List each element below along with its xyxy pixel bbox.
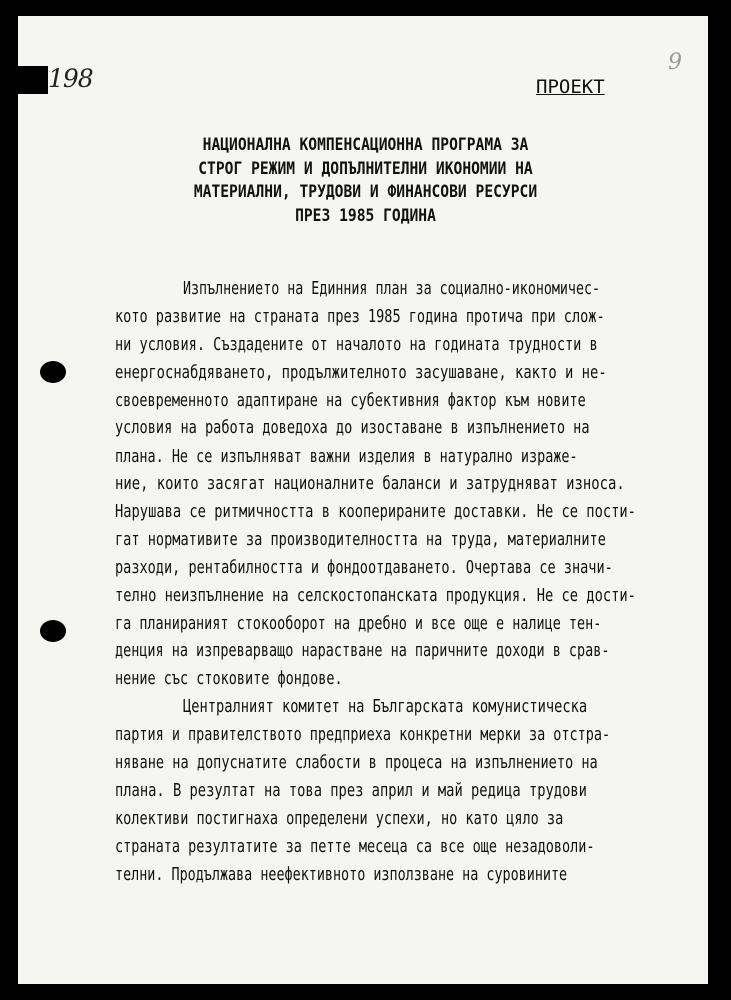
handwritten-corner-mark: 9 xyxy=(668,50,682,75)
document-title xyxy=(51,134,680,228)
title-line: НАЦИОНАЛНА КОМПЕНСАЦИОННА ПРОГРАМА ЗА xyxy=(202,135,529,155)
body-line: условия на работа доведоха до изоставане в изпълнението на xyxy=(115,417,590,438)
body-line: Изпълнението на Единния план за социално-икономичес- xyxy=(183,278,601,299)
title-line: МАТЕРИАЛНИ, ТРУДОВИ И ФИНАНСОВИ РЕСУРСИ xyxy=(193,182,538,202)
draft-label: ПРОЕКТ xyxy=(536,76,605,98)
body-line: Централният комитет на Българската комунистическа xyxy=(183,696,588,717)
body-line: своевременното адаптиране на субективния фактор към новите xyxy=(115,390,586,411)
body-line: плана. Не се изпълняват важни изделия в натурално израже- xyxy=(115,446,578,467)
body-line: енергоснабдяването, продължителното засушаване, както и не- xyxy=(115,362,607,383)
body-line: телни. Продължава неефективното използване на суровините xyxy=(115,864,568,885)
body-line: страната резултатите за петте месеца са все още незадоволи- xyxy=(115,836,595,857)
body-line: партия и правителството предприеха конкретни мерки за отстра- xyxy=(115,724,611,745)
title-line: ПРЕЗ 1985 ГОДИНА xyxy=(295,205,436,226)
scan-edge-mark xyxy=(14,66,48,94)
body-line: колективи постигнаха определени успехи, но като цяло за xyxy=(115,808,564,829)
body-line: денция на изпреварващо нарастване на паричните доходи в срав- xyxy=(115,640,610,661)
body-line: нение със стоковите фондове. xyxy=(115,668,343,689)
punch-hole-bottom xyxy=(40,620,66,642)
body-line: га планираният стокооборот на дребно и все още е налице тен- xyxy=(115,613,602,634)
body-line: разходи, рентабилността и фондоотдаването. Очертава се значи- xyxy=(115,557,613,578)
body-line: няване на допуснатите слабости в процеса на изпълнението на xyxy=(115,752,598,773)
punch-hole-top xyxy=(40,361,66,383)
handwritten-page-number: 198 xyxy=(48,64,93,93)
body-line: кото развитие на страната през 1985 година протича при слож- xyxy=(115,306,605,327)
body-line: плана. В резултат на това през април и май редица трудови xyxy=(115,780,587,801)
title-line: СТРОГ РЕЖИМ И ДОПЪЛНИТЕЛНИ ИКОНОМИИ НА xyxy=(198,158,533,179)
body-line: гат нормативите за производителността на труда, материалните xyxy=(115,529,606,550)
body-line: ни условия. Създадените от началото на годината трудности в xyxy=(115,334,598,355)
body-line: Нарушава се ритмичността в кооперираните доставки. Не се пости- xyxy=(115,501,636,522)
body-line: телно неизпълнение на селскостопанската продукция. Не се дости- xyxy=(115,585,636,606)
body-line: ние, които засягат националните баланси и затрудняват износа. xyxy=(115,473,625,494)
